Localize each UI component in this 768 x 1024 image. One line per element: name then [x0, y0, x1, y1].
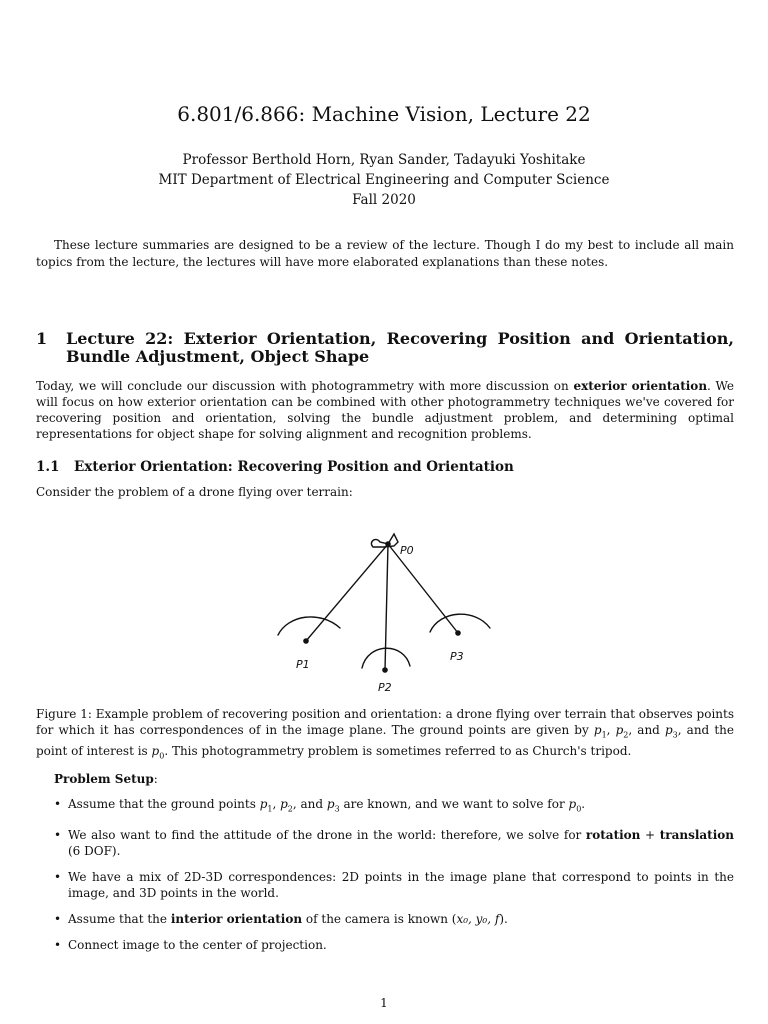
math-sub: 0 [159, 751, 165, 761]
bullet-text: ). [499, 912, 508, 927]
caption-text: . This photogrammetry problem is sometimes referred to as Church's tripod. [164, 744, 632, 759]
bold-term: interior orientation [170, 912, 303, 927]
section-heading [36, 330, 734, 366]
department-line: MIT Department of Electrical Engineering and Computer Science [158, 172, 610, 188]
caption-text: Example problem of recovering position and orientation: a drone flying over terrain that observes points for which it has correspondences of in the image plane. The ground points are given by [36, 707, 734, 737]
bullet-text: , and [292, 797, 327, 811]
author-block [0, 150, 768, 210]
intro-bold-term: exterior orientation [573, 379, 708, 393]
intro-text-after: . We will focus on how exterior orientation can be combined with other photogrammetry techniques we've covered for recovering position and orientation, solving the bundle adjustment problem, and determining optimal representations for object shape for solving alignment and recognition problems. [36, 379, 734, 441]
subsection-number: 1.1 [36, 459, 60, 475]
setup-label: Problem Setup [54, 772, 154, 786]
math-p: p [151, 744, 160, 759]
math-sub: 1 [601, 730, 607, 740]
subsection-title: Exterior Orientation: Recovering Position and Orientation [74, 459, 514, 475]
math-p: p [326, 797, 335, 811]
page-number: 1 [380, 996, 388, 1010]
document-title: 6.801/6.866: Machine Vision, Lecture 22 [177, 102, 591, 126]
subsection-heading [36, 458, 734, 476]
setup-colon: : [153, 772, 158, 786]
section-title: Lecture 22: Exterior Orientation, Recovering Position and Orientation, Bundle Adjustment, Object Shape [66, 329, 734, 366]
caption-text: , and [628, 723, 665, 737]
point-p1 [303, 638, 309, 644]
bullet-text: , [272, 797, 281, 811]
terrain-arc-p3 [430, 614, 490, 632]
leg-to-p1 [306, 544, 388, 641]
math-sub: 3 [672, 730, 678, 740]
math-p: p [664, 723, 673, 737]
math-expression: x₀, y₀, f [456, 912, 500, 927]
bold-term: translation [659, 828, 734, 843]
math-sub: 0 [576, 804, 582, 814]
math-p: p [615, 723, 624, 737]
authors-line: Professor Berthold Horn, Ryan Sander, Tadayuki Yoshitake [182, 152, 586, 168]
math-sub: 2 [623, 730, 629, 740]
drone-sketch [371, 534, 398, 547]
point-p0 [385, 541, 391, 547]
leg-to-p3 [388, 544, 458, 633]
label-p0: P0 [400, 544, 414, 557]
math-p: p [568, 797, 577, 811]
church-tripod-figure [270, 520, 500, 695]
figure-caption [36, 706, 734, 765]
point-p2 [382, 667, 388, 673]
bullet-text: Assume that the [68, 912, 171, 927]
section-number: 1 [36, 329, 48, 348]
bullet-text: We also want to find the attitude of the drone in the world: therefore, we solve for [68, 828, 586, 843]
list-item: • We have a mix of 2D-3D correspondences: 2D points in the image plane that correspond to points in the image, and 3D points in the world. [54, 869, 734, 901]
bullet-text: Assume that the ground points [68, 797, 260, 811]
list-item [54, 827, 734, 859]
list-item: • Connect image to the center of projection. [54, 937, 734, 953]
intro-paragraph [36, 378, 734, 442]
list-item [54, 911, 734, 927]
caption-label: Figure 1: [36, 707, 92, 721]
leg-to-p2 [385, 544, 388, 670]
label-p2: P2 [378, 681, 392, 694]
point-p3 [455, 630, 461, 636]
caption-text: , [606, 723, 616, 737]
problem-setup-heading [54, 771, 734, 787]
bullet-text: + [640, 828, 660, 843]
bullet-text: of the camera is known ( [302, 912, 457, 927]
bullet-text: (6 DOF). [68, 844, 121, 859]
math-p: p [280, 797, 288, 811]
math-p: p [593, 723, 602, 737]
math-sub: 2 [287, 804, 293, 814]
consider-sentence: Consider the problem of a drone flying over terrain: [36, 485, 353, 499]
label-p3: P3 [450, 650, 464, 663]
bullet-text: are known, and we want to solve for [339, 797, 569, 811]
caption-text: , and the point of interest is [36, 723, 734, 759]
bold-term: rotation [585, 828, 641, 843]
term-line: Fall 2020 [352, 192, 416, 208]
math-p: p [259, 797, 268, 811]
math-sub: 1 [267, 804, 273, 814]
list-item [54, 796, 734, 817]
math-sub: 3 [334, 804, 340, 814]
setup-bullet-list [54, 796, 734, 963]
bullet-text: . [581, 797, 586, 811]
abstract-paragraph: These lecture summaries are designed to be a review of the lecture. Though I do my best to include all main topics from the lecture, the lectures will have more elaborated explanations than these notes. [36, 238, 734, 269]
intro-text-before: Today, we will conclude our discussion with photogrammetry with more discussion on [36, 379, 574, 393]
label-p1: P1 [296, 658, 310, 671]
terrain-arc-p1 [278, 617, 340, 635]
